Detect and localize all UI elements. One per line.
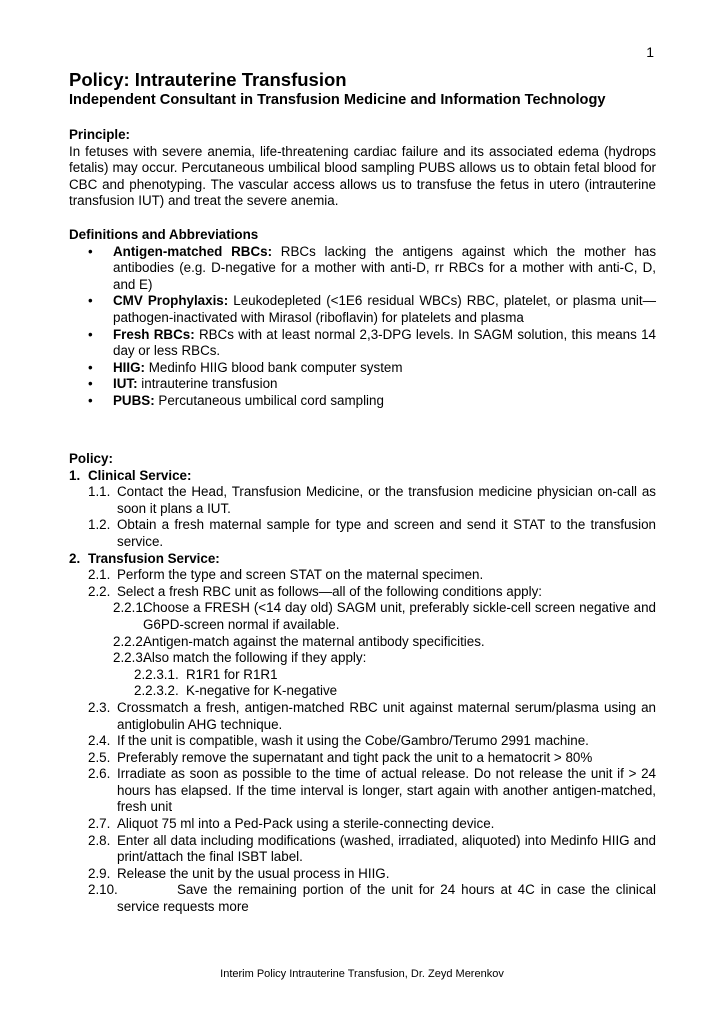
document-title: Policy: Intrauterine Transfusion: [69, 69, 347, 90]
policy-step: [69, 766, 656, 816]
principle-heading: Principle:: [69, 127, 131, 142]
definition-text: RBCs lacking the antigens against which the mother has antibodies (e.g. D-negative for a mother with anti-D, rr RBCs for a mother with anti-C, D, and E): [113, 243, 657, 292]
step-text: Select a fresh RBC unit as follows—all of the following conditions apply:: [117, 583, 542, 599]
step-number: 2.3.: [88, 699, 111, 715]
policy-substep: [69, 634, 656, 651]
definition-text: RBCs with at least normal 2,3-DPG levels. In SAGM solution, this means 14 day or less RBCs.: [113, 326, 656, 359]
definitions-list: [69, 244, 656, 410]
subsubstep-number: 2.2.3.2.: [134, 683, 179, 699]
step-number: 1.1.: [88, 484, 111, 500]
policy-step: [69, 567, 656, 584]
bullet-icon: •: [88, 359, 93, 375]
policy-step: [69, 584, 656, 601]
step-text: Contact the Head, Transfusion Medicine, or the transfusion medicine physician on-call as soon it plans a IUT.: [117, 484, 656, 516]
definition-item: [69, 376, 656, 393]
step-number: 2.6.: [88, 766, 111, 782]
definition-text: intrauterine transfusion: [137, 376, 278, 392]
step-number: 2.9.: [88, 865, 111, 881]
definition-term: PUBS:: [113, 392, 155, 408]
section-title: Clinical Service:: [88, 467, 192, 483]
step-number: 2.1.: [88, 567, 111, 583]
policy-step: [69, 750, 656, 767]
policy-step: [69, 484, 656, 517]
policy-step: [69, 866, 656, 883]
definition-term: IUT:: [113, 376, 138, 392]
definitions-heading: Definitions and Abbreviations: [69, 227, 259, 242]
page-footer: Interim Policy Intrauterine Transfusion, Dr. Zeyd Merenkov: [220, 968, 504, 980]
definition-item: [69, 244, 656, 294]
step-text: If the unit is compatible, wash it using the Cobe/Gambro/Terumo 2991 machine.: [117, 733, 589, 749]
document-subtitle: Independent Consultant in Transfusion Medicine and Information Technology: [69, 92, 606, 108]
section-number: 2.: [69, 550, 81, 566]
substep-text: Also match the following if they apply:: [143, 650, 367, 666]
principle-text: In fetuses with severe anemia, life-threatening cardiac failure and its associated edema (hydrops fetalis) may occur. Percutaneous umbilical blood sampling PUBS allows us to obtain fetal blood for CBC and phenotyping. The vascular access allows us to transfuse the fetus in utero (intrauterine transfusion IUT) and treat the severe anemia.: [69, 143, 656, 209]
subsubstep-number: 2.2.3.1.: [134, 666, 179, 682]
substep-number: 2.2.2.: [113, 633, 147, 649]
policy-step: [69, 882, 656, 915]
step-text: Crossmatch a fresh, antigen-matched RBC unit against maternal serum/plasma using an antiglobulin AHG technique.: [117, 699, 656, 732]
section-number: 1.: [69, 467, 81, 483]
definition-term: CMV Prophylaxis:: [113, 293, 229, 309]
definitions-section: [69, 227, 656, 410]
definition-item: [69, 293, 656, 326]
step-number: 1.2.: [88, 517, 111, 533]
section-title: Transfusion Service:: [88, 550, 220, 566]
policy-step: [69, 700, 656, 733]
definition-item: [69, 360, 656, 377]
step-text: Irradiate as soon as possible to the time of actual release. Do not release the unit if > 24 hours has elapsed. If the time interval is longer, start again with another antigen-matched, fresh unit: [117, 766, 656, 815]
policy-section-transfusion-service: [69, 551, 656, 568]
bullet-icon: •: [88, 293, 93, 309]
substep-number: 2.2.3.: [113, 650, 147, 666]
step-text: Release the unit by the usual process in HIIG.: [117, 865, 390, 881]
step-text: Enter all data including modifications (washed, irradiated, aliquoted) into Medinfo HIIG and print/attach the final ISBT label.: [117, 832, 656, 865]
substep-number: 2.2.1.: [113, 600, 147, 616]
policy-step: [69, 833, 656, 866]
policy-step: [69, 733, 656, 750]
policy-subsubstep: [69, 667, 656, 684]
policy-section-clinical-service: [69, 468, 656, 485]
definition-text: Medinfo HIIG blood bank computer system: [145, 359, 403, 375]
bullet-icon: •: [88, 243, 93, 259]
page-number: 1: [646, 44, 654, 60]
policy-substep: [69, 650, 656, 667]
bullet-icon: •: [88, 376, 93, 392]
principle-section: [69, 127, 656, 210]
policy-heading: Policy:: [69, 451, 113, 466]
substep-text: Choose a FRESH (<14 day old) SAGM unit, preferably sickle-cell screen negative and G6PD-screen normal if available.: [143, 600, 656, 632]
policy-step: [69, 816, 656, 833]
bullet-icon: •: [88, 326, 93, 342]
step-text: Preferably remove the supernatant and tight pack the unit to a hematocrit > 80%: [117, 749, 593, 765]
policy-step: [69, 517, 656, 550]
step-text: Perform the type and screen STAT on the maternal specimen.: [117, 567, 484, 583]
step-number: 2.10.: [88, 882, 118, 898]
definition-text: Leukodepleted (<1E6 residual WBCs) RBC, platelet, or plasma unit—pathogen-inactivated with Mirasol (riboflavin) for platelets and plasma: [113, 293, 656, 325]
definition-item: [69, 393, 656, 410]
step-number: 2.2.: [88, 583, 111, 599]
definition-term: Fresh RBCs:: [113, 326, 195, 342]
step-text: Save the remaining portion of the unit for 24 hours at 4C in case the clinical service requests more: [117, 882, 656, 915]
step-text: Aliquot 75 ml into a Ped-Pack using a sterile-connecting device.: [117, 816, 495, 832]
definition-term: HIIG:: [113, 359, 145, 375]
policy-subsubstep: [69, 683, 656, 700]
step-number: 2.5.: [88, 749, 111, 765]
policy-substep: [69, 600, 656, 633]
definition-term: Antigen-matched RBCs:: [113, 243, 273, 259]
bullet-icon: •: [88, 392, 93, 408]
policy-section: [69, 451, 656, 916]
subsubstep-text: K-negative for K-negative: [186, 683, 338, 699]
substep-text: Antigen-match against the maternal antibody specificities.: [143, 633, 485, 649]
step-number: 2.8.: [88, 832, 111, 848]
definition-item: [69, 327, 656, 360]
step-text: Obtain a fresh maternal sample for type and screen and send it STAT to the transfusion service.: [117, 517, 656, 549]
step-number: 2.4.: [88, 733, 111, 749]
step-number: 2.7.: [88, 816, 111, 832]
subsubstep-text: R1R1 for R1R1: [186, 666, 278, 682]
definition-text: Percutaneous umbilical cord sampling: [154, 392, 384, 408]
